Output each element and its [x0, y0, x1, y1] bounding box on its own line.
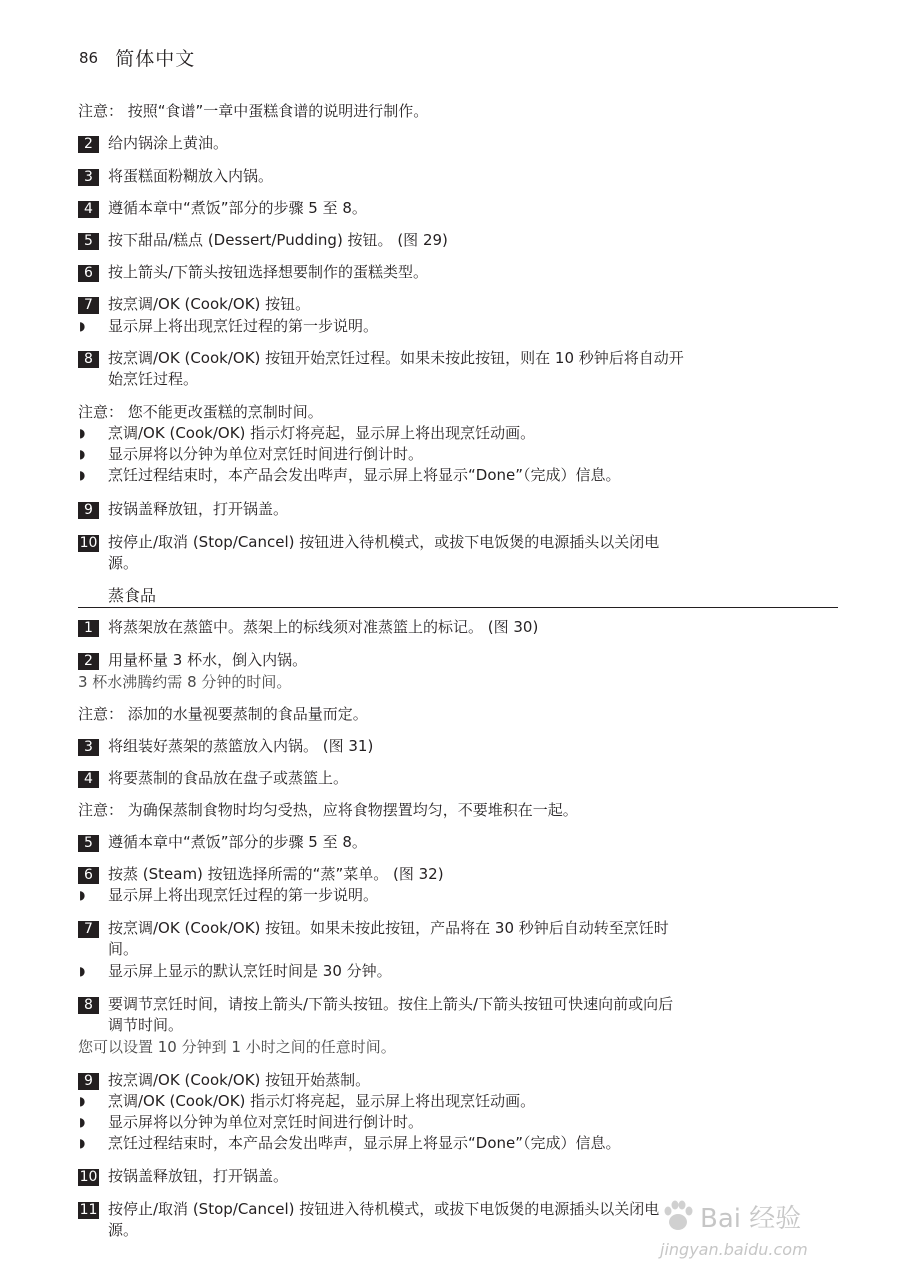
steam-step-10	[0, 1166, 820, 1186]
step-number: 10	[79, 535, 98, 551]
step-number: 11	[79, 1202, 98, 1218]
step-text: 遵循本章中“煮饭”部分的步骤 5 至 8。	[108, 833, 367, 851]
bullet-item	[0, 961, 820, 981]
step-text: 将蒸架放在蒸篮中。蒸架上的标线须对准蒸篮上的标记。 (图 30)	[108, 618, 539, 636]
note-line: 注意： 为确保蒸制食物时均匀受热，应将食物摆置均匀，不要堆积在一起。	[78, 801, 578, 819]
info-line: 您可以设置 10 分钟到 1 小时之间的任意时间。	[78, 1038, 396, 1056]
watermark-brand: Bai 经验	[700, 1204, 802, 1234]
bullet-text: 烹饪过程结束时，本产品会发出哔声，显示屏上将显示“Done”（完成）信息。	[108, 1134, 621, 1152]
section-divider	[78, 607, 838, 608]
step-number: 5	[78, 233, 99, 250]
step-number: 2	[78, 136, 99, 153]
step-7	[0, 294, 820, 314]
bullet-item	[0, 1133, 820, 1153]
bullet-text: 显示屏上显示的默认烹饪时间是 30 分钟。	[108, 962, 392, 980]
bullet-item	[0, 423, 820, 443]
bullet-item	[0, 1091, 820, 1111]
bullet-icon: ◗	[79, 888, 86, 902]
step-continuation: 源。	[108, 1221, 139, 1239]
step-number: 4	[78, 771, 99, 788]
step-text: 按烹调/OK (Cook/OK) 按钮开始烹饪过程。如果未按此按钮，则在 10 秒钟后将自动开	[108, 349, 684, 367]
bullet-icon: ◗	[79, 426, 86, 440]
bullet-icon: ◗	[79, 468, 86, 482]
step-text: 给内锅涂上黄油。	[108, 134, 229, 152]
step-text: 按锅盖释放钮，打开锅盖。	[108, 500, 289, 518]
language-title: 简体中文	[115, 48, 196, 70]
step-continuation: 始烹饪过程。	[108, 370, 199, 388]
step-text: 将要蒸制的食品放在盘子或蒸篮上。	[108, 769, 349, 787]
steam-step-5	[0, 832, 820, 852]
step-4	[0, 198, 820, 218]
step-number: 4	[78, 201, 99, 218]
bullet-item	[0, 1112, 820, 1132]
bullet-text: 显示屏上将出现烹饪过程的第一步说明。	[108, 317, 379, 335]
steam-step-2	[0, 650, 820, 670]
step-number: 8	[78, 351, 99, 368]
step-text: 按烹调/OK (Cook/OK) 按钮开始蒸制。	[108, 1071, 371, 1089]
bullet-icon: ◗	[79, 1115, 86, 1129]
bullet-item	[0, 444, 820, 464]
note-line: 注意： 按照“食谱”一章中蛋糕食谱的说明进行制作。	[78, 102, 429, 120]
bullet-text: 显示屏将以分钟为单位对烹饪时间进行倒计时。	[108, 445, 424, 463]
step-8	[0, 348, 820, 368]
step-number: 9	[78, 502, 99, 519]
step-continuation: 间。	[108, 940, 139, 958]
step-number: 6	[78, 867, 99, 884]
step-number: 9	[78, 1073, 99, 1090]
note-line: 注意： 添加的水量视要蒸制的食品量而定。	[78, 705, 368, 723]
step-number: 3	[78, 169, 99, 186]
steam-step-7	[0, 918, 820, 938]
steam-step-9	[0, 1070, 820, 1090]
bullet-item	[0, 465, 820, 485]
page-header	[79, 44, 195, 70]
step-number: 3	[78, 739, 99, 756]
step-text: 按锅盖释放钮，打开锅盖。	[108, 1167, 289, 1185]
step-number: 8	[78, 997, 99, 1014]
bullet-text: 烹调/OK (Cook/OK) 指示灯将亮起，显示屏上将出现烹饪动画。	[108, 1092, 536, 1110]
step-continuation: 源。	[108, 554, 139, 572]
bullet-icon: ◗	[79, 319, 86, 333]
step-text: 按蒸 (Steam) 按钮选择所需的“蒸”菜单。 (图 32)	[108, 865, 444, 883]
page-number: 86	[79, 48, 99, 67]
step-6	[0, 262, 820, 282]
step-number: 6	[78, 265, 99, 282]
step-continuation: 调节时间。	[108, 1016, 184, 1034]
baidu-watermark	[660, 1198, 860, 1268]
paw-logo-icon	[660, 1198, 696, 1234]
section-heading: 蒸食品	[108, 586, 157, 605]
bullet-text: 烹饪过程结束时，本产品会发出哔声，显示屏上将显示“Done”（完成）信息。	[108, 466, 621, 484]
step-3	[0, 166, 820, 186]
step-text: 遵循本章中“煮饭”部分的步骤 5 至 8。	[108, 199, 367, 217]
step-text: 将蛋糕面粉糊放入内锅。	[108, 167, 274, 185]
step-10	[0, 532, 820, 552]
bullet-text: 显示屏将以分钟为单位对烹饪时间进行倒计时。	[108, 1113, 424, 1131]
steam-step-3	[0, 736, 820, 756]
step-text: 按上箭头/下箭头按钮选择想要制作的蛋糕类型。	[108, 263, 429, 281]
step-text: 按停止/取消 (Stop/Cancel) 按钮进入待机模式，或拔下电饭煲的电源插头以关闭电	[108, 1200, 660, 1218]
bullet-text: 显示屏上将出现烹饪过程的第一步说明。	[108, 886, 379, 904]
watermark-url: jingyan.baidu.com	[660, 1240, 808, 1259]
steam-step-4	[0, 768, 820, 788]
bullet-item	[0, 885, 820, 905]
step-text: 将组装好蒸架的蒸篮放入内锅。 (图 31)	[108, 737, 374, 755]
step-number: 10	[79, 1169, 98, 1185]
bullet-icon: ◗	[79, 1094, 86, 1108]
bullet-icon: ◗	[79, 1136, 86, 1150]
step-text: 按烹调/OK (Cook/OK) 按钮。如果未按此按钮，产品将在 30 秒钟后自动转至烹饪时	[108, 919, 669, 937]
steam-step-8	[0, 994, 820, 1014]
step-9	[0, 499, 820, 519]
step-text: 要调节烹饪时间，请按上箭头/下箭头按钮。按住上箭头/下箭头按钮可快速向前或向后	[108, 995, 674, 1013]
bullet-text: 烹调/OK (Cook/OK) 指示灯将亮起，显示屏上将出现烹饪动画。	[108, 424, 536, 442]
step-number: 1	[78, 620, 99, 637]
steam-step-1	[0, 617, 820, 637]
step-number: 5	[78, 835, 99, 852]
step-number: 7	[78, 297, 99, 314]
step-5	[0, 230, 820, 250]
steam-step-6	[0, 864, 820, 884]
note-line: 注意： 您不能更改蛋糕的烹制时间。	[78, 403, 323, 421]
bullet-icon: ◗	[79, 447, 86, 461]
step-text: 用量杯量 3 杯水，倒入内锅。	[108, 651, 308, 669]
step-text: 按停止/取消 (Stop/Cancel) 按钮进入待机模式，或拔下电饭煲的电源插头以关闭电	[108, 533, 660, 551]
step-number: 7	[78, 921, 99, 938]
bullet-item	[0, 316, 820, 336]
info-line: 3 杯水沸腾约需 8 分钟的时间。	[78, 673, 292, 691]
step-number: 2	[78, 653, 99, 670]
step-text: 按下甜品/糕点 (Dessert/Pudding) 按钮。 (图 29)	[108, 231, 448, 249]
step-2	[0, 133, 820, 153]
step-text: 按烹调/OK (Cook/OK) 按钮。	[108, 295, 311, 313]
bullet-icon: ◗	[79, 964, 86, 978]
